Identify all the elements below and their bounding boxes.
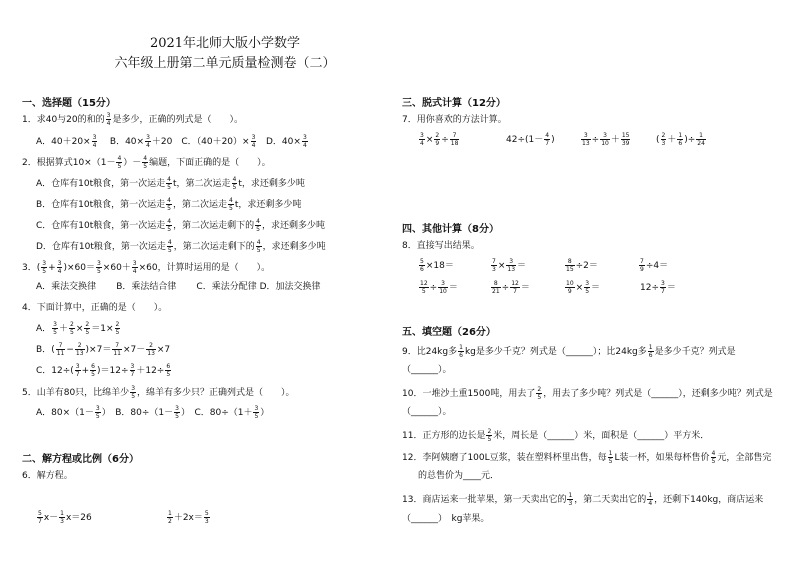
calc-1: $\frac{3}{4}$ × $\frac{2}{9}$ ÷ $\frac{7}{18}$	[420, 132, 459, 147]
question-2-option-a: A．仓库有10t粮食，第一次运走 $\frac{4}{5}$ t，第二次运走 $\frac{4}{5}$ t，求还剩多少吨	[36, 176, 305, 191]
calc-3: $\frac{3}{13}$ ÷ $\frac{3}{10}$ ＋ $\frac{15}{39}$	[582, 132, 630, 147]
question-5: 5．山羊有80只，比绵羊少 $\frac{3}{5}$ ，绵羊有多少只？正确列式是（ ）。	[22, 385, 295, 400]
fraction: $\frac{3}{4}$	[106, 112, 111, 127]
section-4-heading: 四、其他计算（8分）	[402, 224, 499, 235]
calc-4: ( $\frac{2}{3}$ ＋ $\frac{1}{6}$ )÷ $\frac{1}{24}$	[656, 132, 705, 147]
question-1-options: A．40＋20× $\frac{3}{4}$ B．40× $\frac{3}{4}$ ＋20 C．（40＋20）× $\frac{3}{4}$ D．40× $\frac{3}{4}$	[36, 134, 307, 149]
question-7: 7．用你喜欢的方法计算。	[402, 115, 507, 125]
direct-calc-5: $\frac{12}{5}$ ÷ $\frac{3}{10}$ ＝	[420, 280, 458, 295]
exam-subtitle: 六年级上册第二单元质量检测卷（二）	[114, 56, 336, 71]
section-2-heading: 二、解方程或比例（6分）	[22, 454, 139, 465]
section-1-heading: 一、选择题（15分）	[22, 98, 116, 109]
question-6: 6．解方程。	[22, 471, 73, 481]
question-9-blank: （______）。	[402, 365, 452, 375]
question-12-continued: 的总售价为____元．	[418, 471, 500, 481]
direct-calc-1: $\frac{5}{6}$ ×18＝	[420, 258, 454, 273]
question-3-options: A．乘法交换律 B．乘法结合律 C．乘法分配律 D．加法交换律	[36, 282, 321, 292]
direct-calc-4: $\frac{7}{9}$ ÷4＝	[640, 258, 669, 273]
question-4-option-c: C．12÷( $\frac{3}{7}$ + $\frac{6}{5}$ )＝12÷ $\frac{3}{7}$ ＋12÷ $\frac{6}{5}$	[36, 363, 171, 378]
question-1: 1．求40与20的和的 $\frac{3}{4}$ 是多少，正确的列式是（ ）。	[22, 112, 243, 127]
question-2-option-b: B．仓库有10t粮食，第一次运走 $\frac{4}{5}$ ，第二次运走 $\frac{4}{5}$ t，求还剩多少吨	[36, 197, 302, 212]
question-2-option-c: C．仓库有10t粮食，第一次运走 $\frac{4}{5}$ ，第二次运走剩下的 $\frac{4}{5}$ ，求还剩多少吨	[36, 218, 325, 233]
question-3: 3．( $\frac{3}{5}$ + $\frac{3}{4}$ )×60＝ $\frac{3}{5}$ ×60＋ $\frac{3}{4}$ ×60，计算时运用的是（ ）。	[22, 260, 271, 275]
question-2-option-d: D．仓库有10t粮食，第一次运走 $\frac{4}{5}$ ，第二次运走剩下的 $\frac{4}{5}$ ，求还剩多少吨	[36, 239, 326, 254]
direct-calc-8: 12÷ $\frac{3}{7}$ ＝	[640, 280, 676, 295]
question-4-option-b: B．( $\frac{7}{11}$ − $\frac{2}{13}$ )×7＝ $\frac{7}{11}$ ×7－ $\frac{2}{13}$ ×7	[36, 342, 171, 357]
question-5-options: A．80×（1－ $\frac{3}{5}$ ） B．80÷（1－ $\frac{3}{5}$ ） C．80÷（1＋ $\frac{3}{5}$ ）	[36, 405, 270, 420]
question-10-blank: （______）。	[402, 407, 452, 417]
equation-2: $\frac{1}{2}$ ＋2x＝ $\frac{5}{3}$	[168, 510, 209, 525]
section-5-heading: 五、填空题（26分）	[402, 327, 496, 338]
question-13: 13．商店运来一批苹果，第一天卖出它的 $\frac{1}{3}$ ，第二天卖出它的 $\frac{1}{4}$ ，还剩下140kg，商店运来	[402, 492, 764, 507]
direct-calc-2: $\frac{7}{3}$ × $\frac{3}{13}$ ＝	[492, 258, 527, 273]
calc-2: 42÷(1－ $\frac{4}{7}$ )	[506, 132, 555, 147]
question-9: 9．比24kg多 $\frac{1}{6}$ kg是多少千克？列式是（______）；比24kg多 $\frac{1}{6}$ 是多少千克？列式是	[402, 344, 736, 359]
question-4: 4．下面计算中，正确的是（ ）。	[22, 303, 168, 313]
direct-calc-3: $\frac{8}{15}$ ÷2＝	[566, 258, 598, 273]
question-4-option-a: A． $\frac{3}{5}$ ＋ $\frac{2}{5}$ × $\frac{2}{5}$ ＝1× $\frac{2}{5}$	[36, 321, 120, 336]
question-11: 11．正方形的边长是 $\frac{2}{5}$ 米，周长是（______）米，面积是（______）平方米．	[402, 428, 710, 443]
question-8: 8．直接写出结果。	[402, 241, 480, 251]
question-10: 10．一堆沙土重1500吨，用去了 $\frac{2}{5}$ ，用去了多少吨？列式是（______），还剩多少吨？列式是	[402, 386, 773, 401]
question-12: 12．李阿姨磨了100L豆浆，装在塑料杯里出售，每 $\frac{1}{5}$ L装一杯，如果每杯售价 $\frac{4}{5}$ 元，全部售完	[402, 450, 772, 465]
equation-1: $\frac{5}{7}$ x－ $\frac{1}{3}$ x＝26	[38, 510, 92, 525]
exam-title: 2021年北师大版小学数学	[149, 36, 301, 51]
question-2: 2．根据算式10×（1－ $\frac{4}{5}$ ）－ $\frac{4}{5}$ 编题，下面正确的是（ ）。	[22, 155, 271, 170]
direct-calc-7: $\frac{10}{9}$ × $\frac{3}{5}$ ＝	[566, 280, 601, 295]
question-13-blank: （______） kg苹果。	[402, 514, 490, 524]
direct-calc-6: $\frac{8}{21}$ ÷ $\frac{12}{7}$ ＝	[492, 280, 530, 295]
section-3-heading: 三、脱式计算（12分）	[402, 98, 506, 109]
